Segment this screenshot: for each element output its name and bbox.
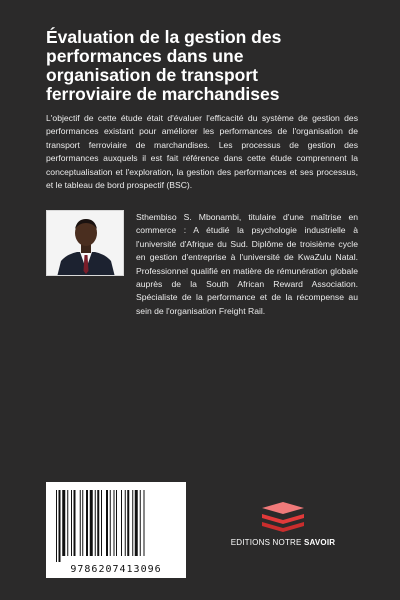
barcode-bar — [97, 490, 99, 556]
barcode-bar — [121, 490, 122, 556]
publisher-logo-icon — [258, 500, 308, 536]
barcode-bar — [86, 490, 88, 556]
book-title: Évaluation de la gestion des performances dans une organisation de transport ferroviaire de marchandises — [46, 27, 282, 104]
book-abstract: L'objectif de cette étude était d'évaluer l'efficacité du système de gestion des performances existant pour améliorer les performances de l'organisation de transport ferroviaire de marchandises. Les processus de gestion des performances auxquels il est fait référence dans cette étude comprennent la conceptualisation et l'exploration, la gestion des performances et ses processus, et le tableau de bord prospectif (BSC). — [46, 113, 358, 191]
barcode-bar — [144, 490, 145, 556]
barcode-bar — [59, 490, 61, 562]
isbn-barcode — [46, 482, 186, 578]
barcode-bar — [127, 490, 129, 556]
barcode-bar — [56, 490, 57, 562]
barcode-bar — [62, 490, 65, 556]
barcode-bar — [101, 490, 102, 556]
barcode-bar — [71, 490, 72, 556]
barcode-bar — [110, 490, 111, 556]
barcode-bar — [95, 490, 96, 556]
publisher-suffix: SAVOIR — [303, 538, 336, 547]
barcode-bar — [80, 490, 81, 556]
isbn-number: 9786207413096 — [70, 564, 162, 575]
barcode-bar — [140, 490, 141, 556]
author-photo — [46, 210, 124, 276]
publisher-name — [222, 538, 344, 547]
barcode-bars — [54, 490, 178, 562]
barcode-bar — [132, 490, 133, 556]
barcode-bar — [125, 490, 126, 556]
barcode-bar — [135, 490, 138, 556]
author-bio: Sthembiso S. Mbonambi, titulaire d'une maîtrise en commerce : A étudié la psychologie industrielle à l'université d'Afrique du Sud. Diplôme de troisième cycle en gestion d'entreprise à l'université de KwaZulu Natal. Professionnel qualifié en matière de rémunération globale auprès de la South African Reward Association. Spécialiste de la performance et de la récompense au sein de l'organisation Freight Rail. — [136, 212, 358, 316]
publisher-prefix: EDITIONS NOTRE — [230, 538, 304, 547]
barcode-bar — [106, 490, 108, 556]
barcode-bar — [67, 490, 68, 556]
barcode-bar — [82, 490, 83, 556]
barcode-bar — [90, 490, 93, 556]
barcode-bar — [116, 490, 117, 556]
barcode-bar — [114, 490, 115, 556]
barcode-bar — [74, 490, 76, 556]
